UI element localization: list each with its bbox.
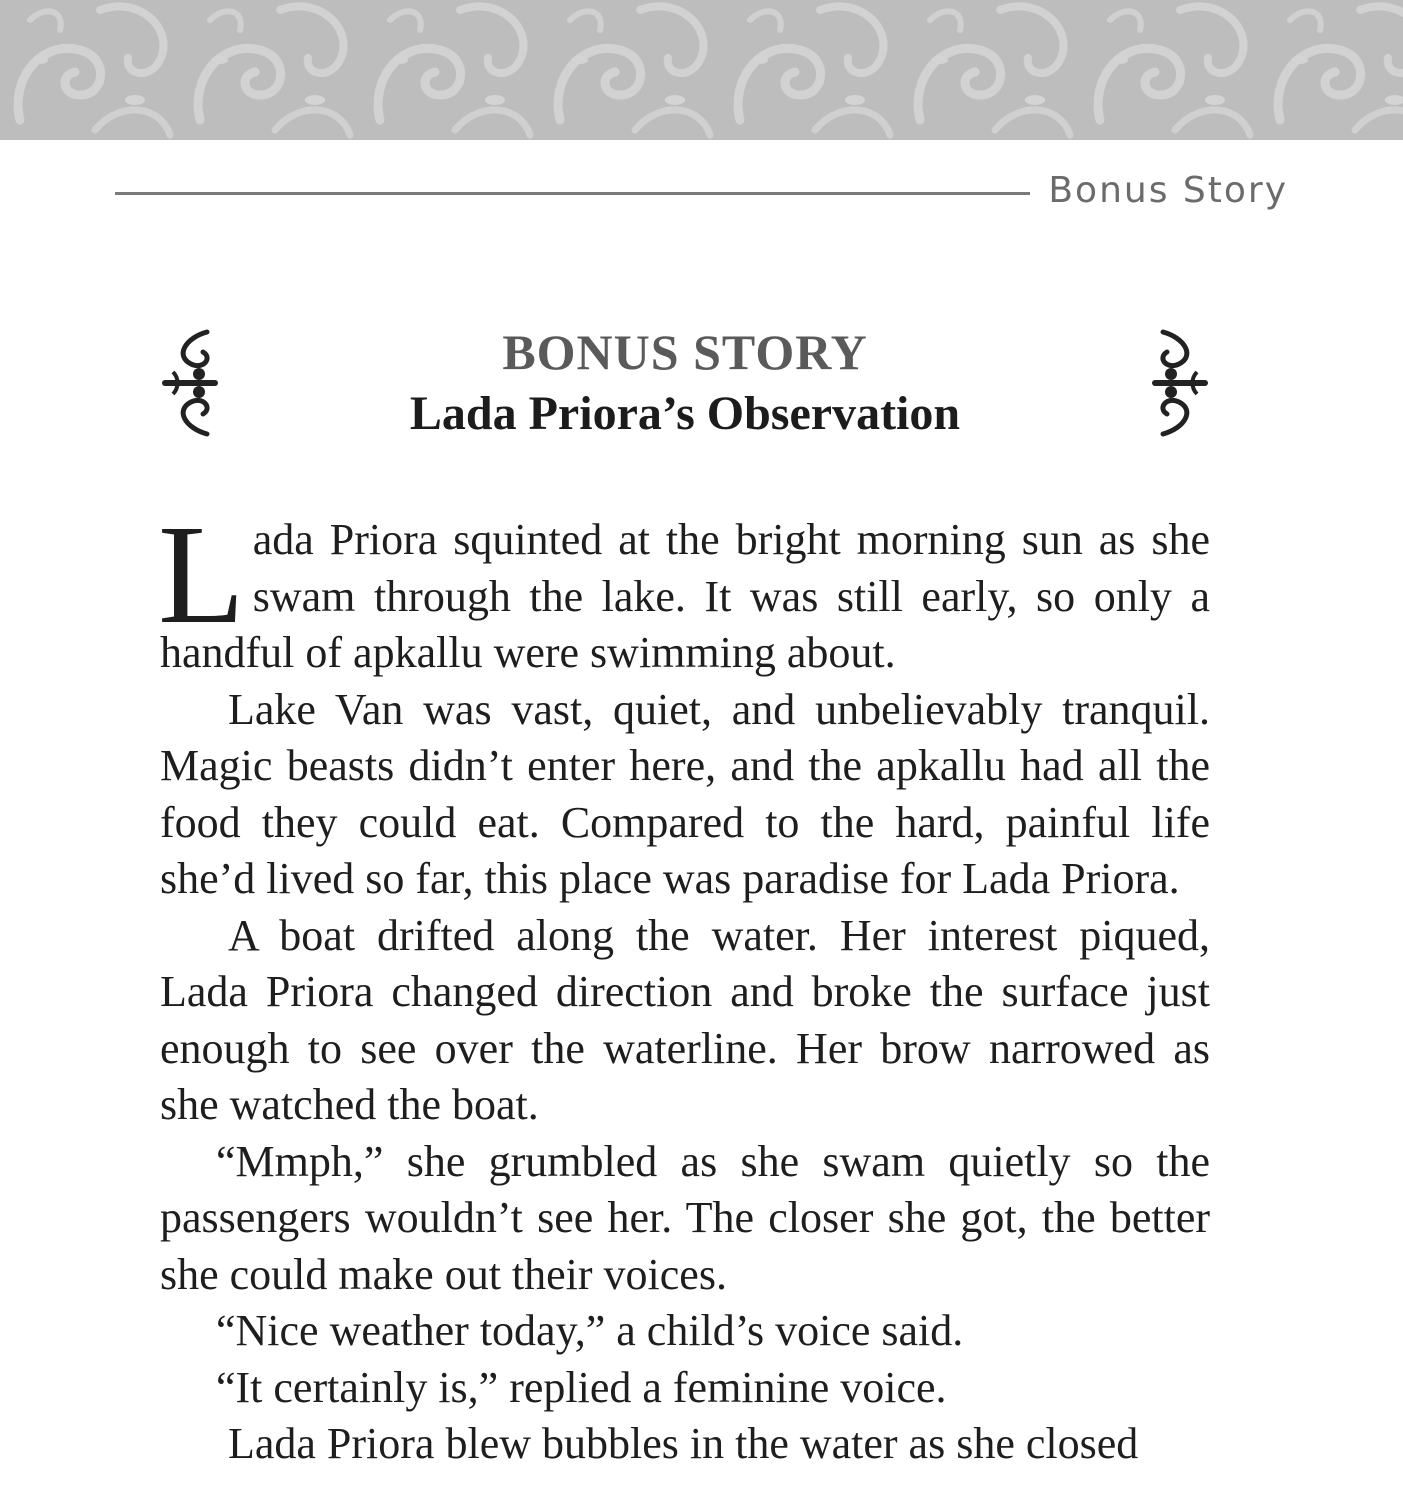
paragraph: “Mmph,” she grumbled as she swam quietly so the passengers wouldn’t see her. The closer she got, the better she could make out their voices. (160, 1136, 1210, 1299)
paragraph: “It certainly is,” replied a feminine voice. (216, 1362, 947, 1412)
decorative-header-banner (0, 0, 1403, 140)
damask-pattern (0, 0, 1403, 140)
paragraph: “Nice weather today,” a child’s voice said. (216, 1306, 964, 1355)
paragraph-text: ada Priora squinted at the bright morning sun as she swam through the lake. It was still early, so only a handful of apkallu were swimming about. (160, 515, 1210, 677)
story-body (158, 495, 1210, 1473)
chapter-heading (150, 318, 1220, 448)
header-rule (115, 192, 1030, 195)
paragraph (158, 495, 1210, 682)
chapter-label: BONUS STORY (502, 324, 868, 380)
running-head (0, 168, 1403, 220)
paragraph: Lake Van was vast, quiet, and unbelievably tranquil. Magic beasts didn’t enter here, and the apkallu had all the food they could eat. Compared to the hard, painful life she’d lived so far, this place was paradise for Lada Priora. (160, 684, 1210, 903)
paragraph: A boat drifted along the water. Her interest piqued, Lada Priora changed direction and broke the surface just enough to see over the waterline. Her brow narrowed as she watched the boat. (160, 910, 1210, 1129)
chapter-title: Lada Priora’s Observation (409, 387, 961, 440)
paragraph: Lada Priora blew bubbles in the water as she closed (228, 1419, 1139, 1468)
running-head-title: Bonus Story (1048, 170, 1288, 211)
drop-cap: L (158, 495, 245, 653)
right-flourish-icon (1145, 328, 1215, 438)
